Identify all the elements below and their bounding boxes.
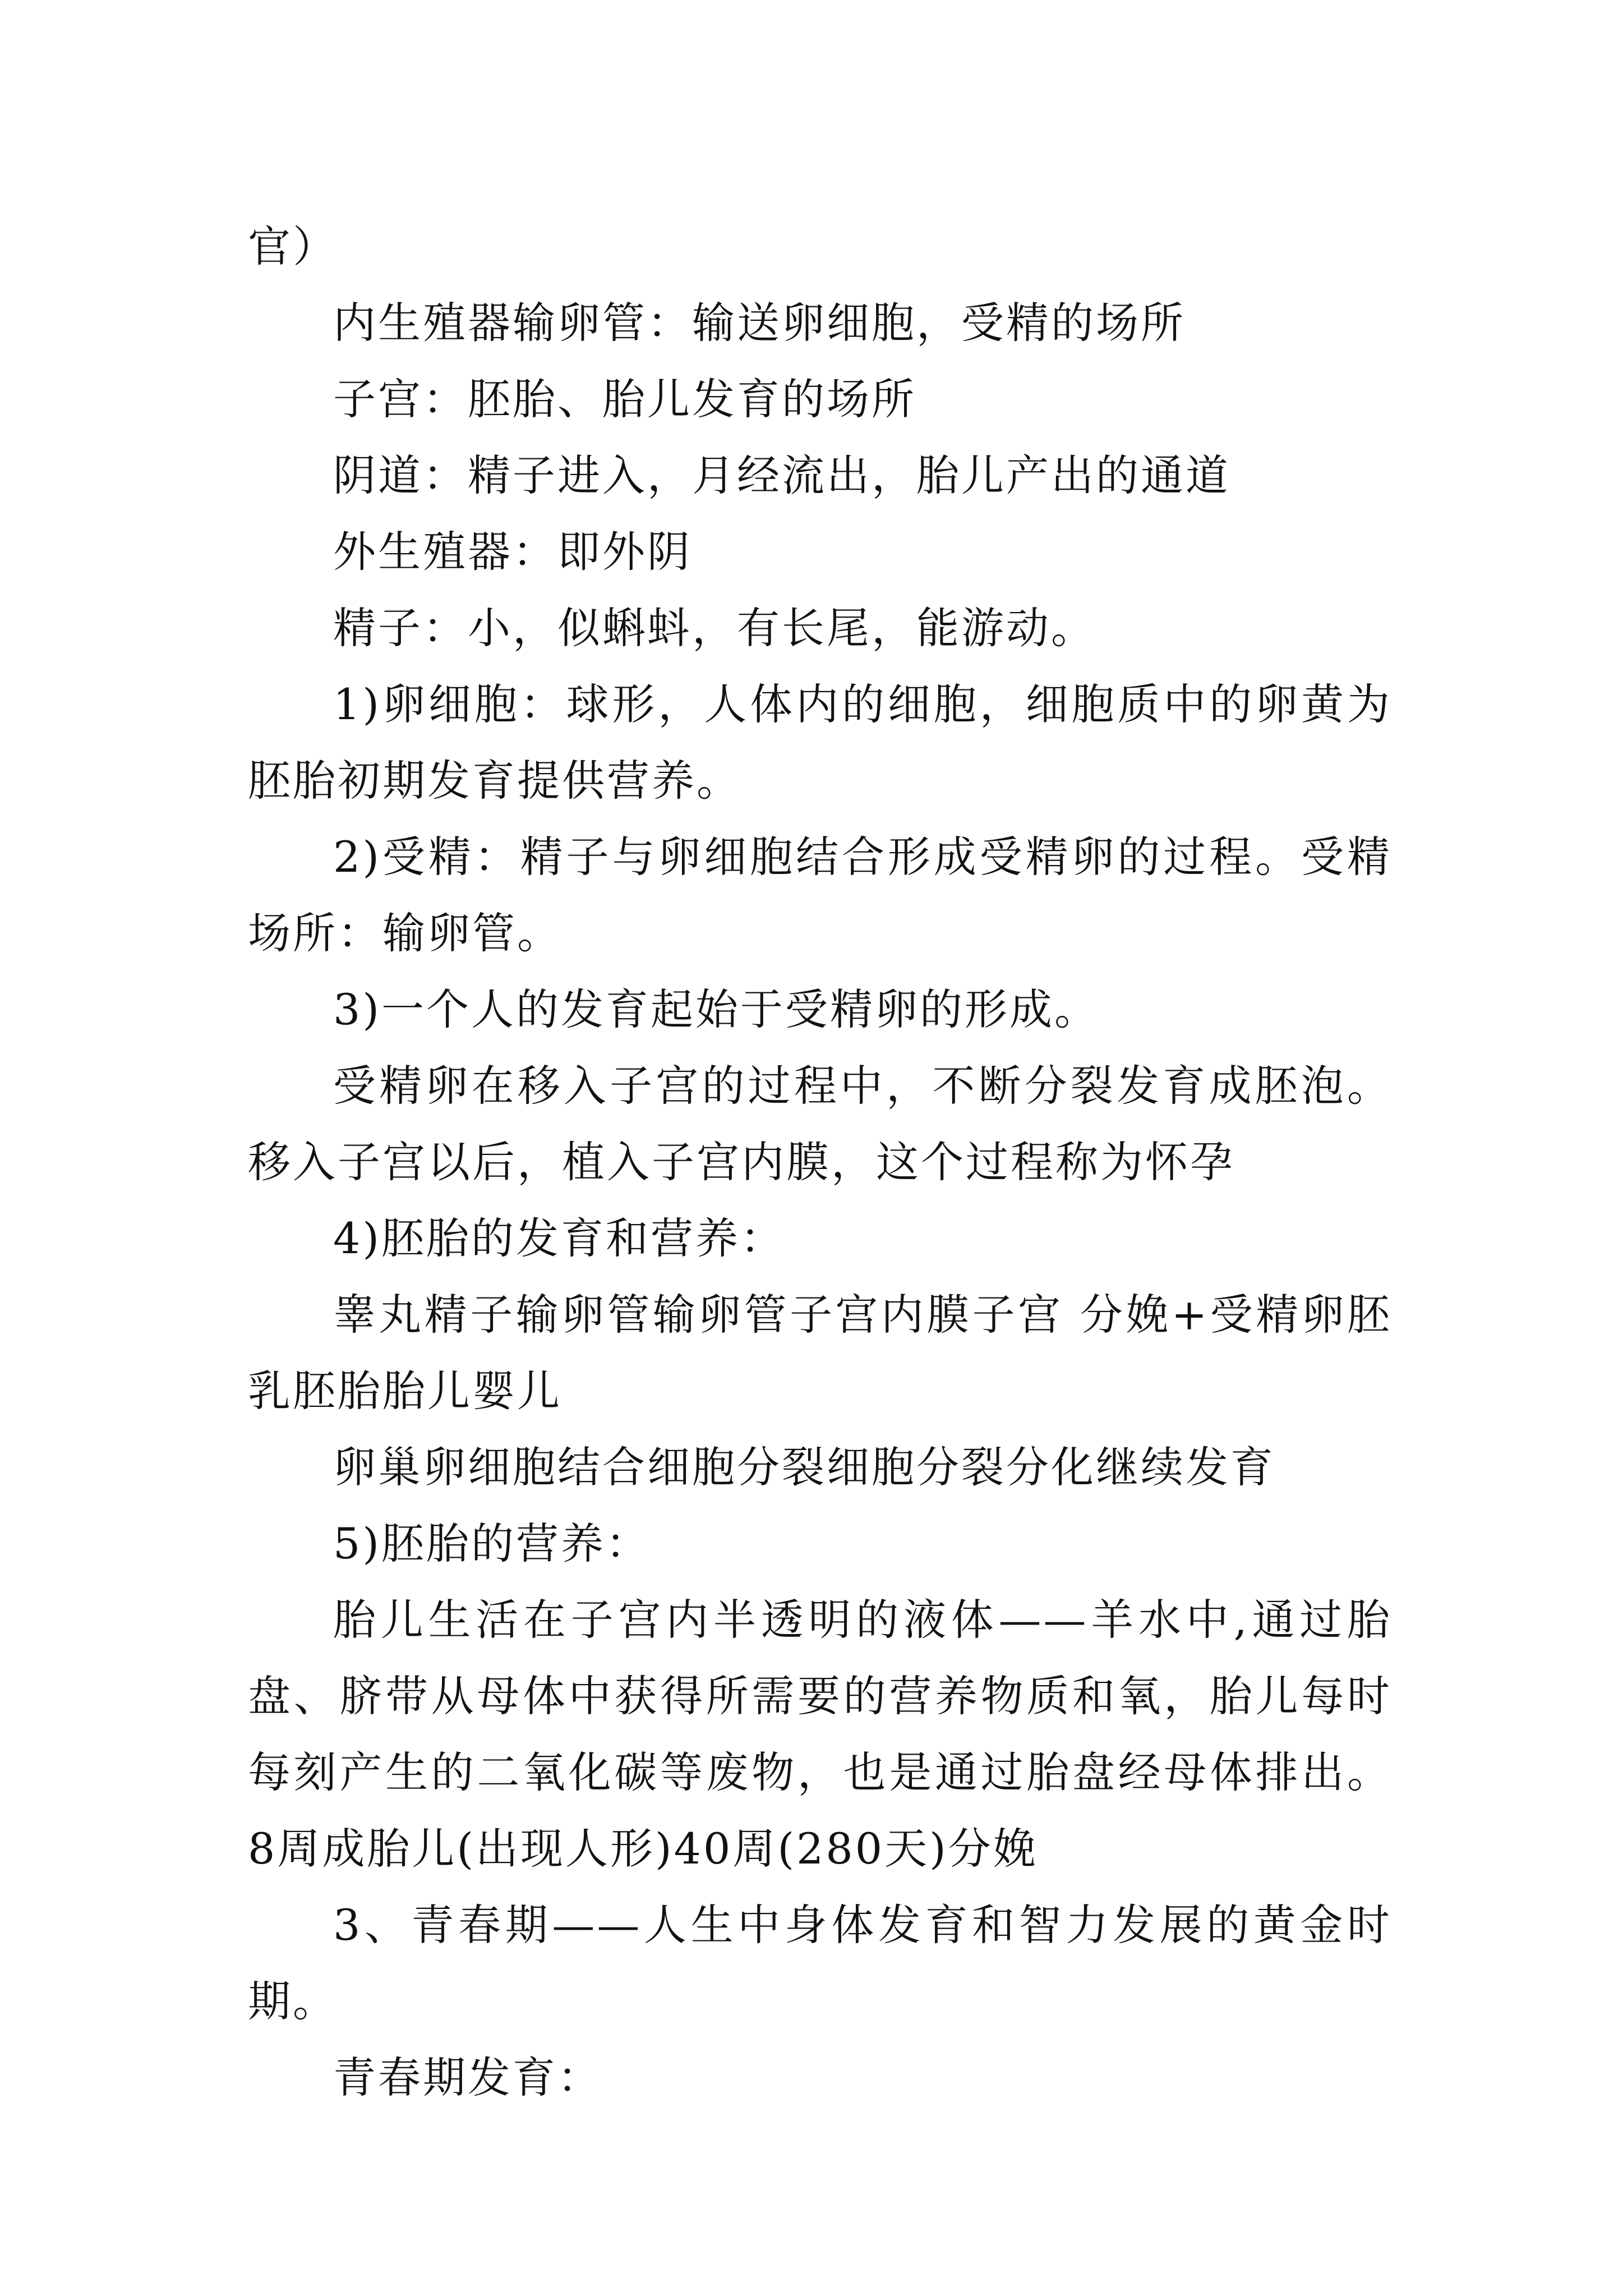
paragraph-12: 睾丸精子输卵管输卵管子宫内膜子宫 分娩+受精卵胚乳胚胎胎儿婴儿: [248, 1290, 1392, 1416]
paragraph-10: 受精卵在移入子宫的过程中，不断分裂发育成胚泡。移入子宫以后，植入子宫内膜，这个过程称为怀孕: [248, 1061, 1392, 1187]
paragraph-8: 2)受精：精子与卵细胞结合形成受精卵的过程。受精场所：输卵管。: [248, 832, 1392, 958]
paragraph-6: 精子：小，似蝌蚪，有长尾，能游动。: [333, 603, 1096, 653]
paragraph-13: 卵巢卵细胞结合细胞分裂细胞分裂分化继续发育: [333, 1442, 1275, 1492]
paragraph-11: 4)胚胎的发育和营养：: [333, 1213, 786, 1263]
paragraph-5: 外生殖器：即外阴: [333, 527, 692, 577]
paragraph-1: 官）: [248, 222, 338, 272]
paragraph-3: 子宫：胚胎、胎儿发育的场所: [333, 374, 916, 424]
paragraph-2: 内生殖器输卵管：输送卵细胞，受精的场所: [333, 298, 1186, 348]
paragraph-4: 阴道：精子进入，月经流出，胎儿产出的通道: [333, 450, 1230, 500]
paragraph-16: 3、青春期——人生中身体发育和智力发展的黄金时期。: [248, 1900, 1392, 2026]
document-body: [248, 209, 1392, 2116]
paragraph-14: 5)胚胎的营养：: [333, 1519, 651, 1568]
paragraph-15: 胎儿生活在子宫内半透明的液体——羊水中,通过胎盘、脐带从母体中获得所需要的营养物质和氧，胎儿每时每刻产生的二氧化碳等废物，也是通过胎盘经母体排出。8周成胎儿(出现人形)40周(280天)分娩: [248, 1595, 1392, 1874]
paragraph-17: 青春期发育：: [333, 2053, 602, 2102]
paragraph-9: 3)一个人的发育起始于受精卵的形成。: [333, 984, 1100, 1034]
paragraph-7: 1)卵细胞：球形，人体内的细胞，细胞质中的卵黄为胚胎初期发育提供营养。: [248, 679, 1392, 806]
